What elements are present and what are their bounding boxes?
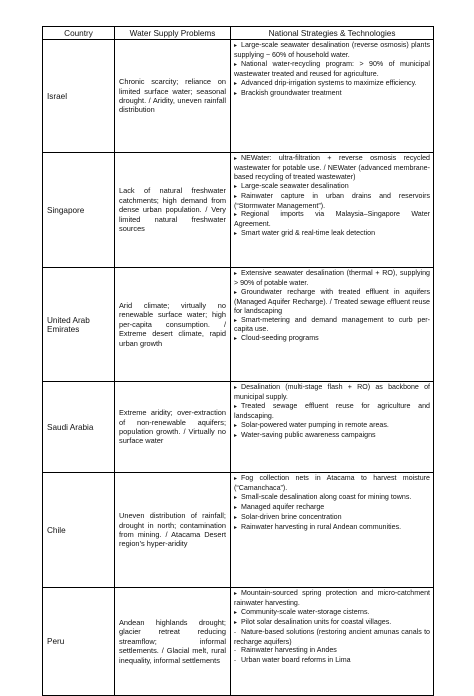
strategy-text: Small-scale desalination along coast for mining towns. — [241, 492, 412, 501]
bullet-icon: ▸ — [234, 476, 238, 482]
bullet-icon: ▸ — [234, 336, 238, 343]
strategy-text: Brackish groundwater treatment — [241, 88, 342, 97]
strategy-text: Rainwater capture in urban drains and reservoirs (“Stormwater Management”). — [234, 191, 430, 210]
strategies-cell — [231, 153, 434, 268]
country-cell: Saudi Arabia — [43, 382, 115, 473]
bullet-icon: ▸ — [234, 514, 238, 521]
strategy-text: Community-scale water-storage cisterns. — [241, 607, 370, 616]
strategy-item — [234, 431, 430, 441]
strategy-text: Cloud-seeding programs — [241, 334, 319, 343]
strategy-text: Large-scale seawater desalination (reverse osmosis) plants supplying ~ 60% of household water. — [234, 41, 430, 59]
bullet-icon: ▸ — [234, 183, 238, 190]
strategy-item — [234, 503, 430, 513]
problems-cell: Arid climate; virtually no renewable surface water; high per-capita consumption. / Extreme desert climate, rapid urban growth — [115, 268, 231, 382]
strategy-text: NEWater: ultra-filtration + reverse osmosis recycled wastewater for potable use. / NEWater (advanced membrane-based recycling of treated wastewater) — [234, 154, 430, 181]
country-cell: Israel — [43, 40, 115, 153]
strategy-item — [234, 41, 430, 60]
strategies-cell — [231, 268, 434, 382]
bullet-icon: ▸ — [234, 524, 238, 531]
bullet-icon: ▸ — [234, 317, 238, 324]
table-row — [43, 268, 434, 382]
bullet-icon: ▸ — [234, 61, 238, 68]
bullet-icon: ▸ — [234, 494, 238, 501]
bullet-icon: ▸ — [234, 422, 238, 429]
strategy-text: National water-recycling program: > 90% of municipal wastewater treated and reused for agriculture. — [234, 59, 430, 78]
bullet-icon: ▸ — [234, 231, 238, 238]
strategy-text: Advanced drip-irrigation systems to maximize efficiency. — [241, 78, 417, 87]
strategy-item — [234, 474, 430, 493]
bullet-icon: ▸ — [234, 432, 238, 439]
bullet-icon: ▸ — [234, 591, 238, 597]
strategies-cell — [231, 473, 434, 588]
strategies-cell — [231, 40, 434, 153]
strategy-item — [234, 316, 430, 335]
country-cell: United Arab Emirates — [43, 268, 115, 382]
strategy-text: Nature-based solutions (restoring ancient amunas canals to recharge aquifers) — [234, 627, 430, 646]
strategy-item — [234, 523, 430, 533]
strategy-item — [234, 589, 430, 608]
strategy-text: Water-saving public awareness campaigns — [241, 430, 376, 439]
strategy-item — [234, 493, 430, 503]
strategy-text: Urban water board reforms in Lima — [241, 656, 351, 665]
strategy-item — [234, 182, 430, 192]
strategy-item — [234, 608, 430, 618]
bullet-icon: ▸ — [234, 289, 238, 296]
problems-cell: Chronic scarcity; reliance on limited surface water; seasonal drought. / Aridity, uneven rainfall distribution — [115, 40, 231, 153]
strategy-item — [234, 192, 430, 211]
strategy-item — [234, 513, 430, 523]
strategy-text: Smart water grid & real-time leak detection — [241, 229, 376, 238]
problems-cell: Lack of natural freshwater catchments; high demand from dense urban population. / Very limited natural freshwater sources — [115, 153, 231, 268]
header-national-strategies: National Strategies & Technologies — [231, 27, 434, 40]
bullet-icon: ▸ — [234, 156, 238, 162]
strategy-text: Rainwater harvesting in Andes — [241, 646, 337, 655]
strategy-text: Managed aquifer recharge — [241, 502, 325, 511]
bullet-icon: - — [234, 658, 236, 665]
bullet-icon: - — [234, 648, 236, 655]
header-water-supply-problems: Water Supply Problems — [115, 27, 231, 40]
strategy-item — [234, 421, 430, 431]
country-cell: Chile — [43, 473, 115, 588]
strategy-item — [234, 79, 430, 89]
strategy-item — [234, 154, 430, 182]
strategy-item — [234, 269, 430, 288]
strategy-text: Desalination (multi-stage flash + RO) as backbone of municipal supply. — [234, 383, 430, 401]
strategy-text: Smart-metering and demand management to curb per-capita use. — [234, 315, 430, 334]
strategy-item — [234, 89, 430, 99]
strategy-item — [234, 656, 430, 666]
bullet-icon: ▸ — [234, 80, 238, 87]
strategy-item — [234, 334, 430, 344]
strategy-text: Large-scale seawater desalination — [241, 181, 349, 190]
water-strategies-table — [42, 26, 434, 696]
problems-cell: Uneven distribution of rainfall; drought in north; contamination from mining. / Atacama Desert region’s hyper-aridity — [115, 473, 231, 588]
strategies-cell — [231, 588, 434, 696]
table-row — [43, 382, 434, 473]
problems-cell: Extreme aridity; over-extraction of non-renewable aquifers; population growth. / Virtually no surface water — [115, 382, 231, 473]
bullet-icon: ▸ — [234, 619, 238, 626]
country-cell: Peru — [43, 588, 115, 696]
strategy-item — [234, 229, 430, 239]
strategy-item — [234, 383, 430, 402]
strategy-item — [234, 60, 430, 79]
strategy-item — [234, 646, 430, 656]
table-row — [43, 588, 434, 696]
table-row — [43, 153, 434, 268]
strategy-item — [234, 628, 430, 647]
bullet-icon: ▸ — [234, 90, 238, 97]
strategy-text: Regional imports via Malaysia–Singapore Water Agreement. — [234, 210, 430, 229]
strategy-text: Fog collection nets in Atacama to harvest moisture (“Camanchaca”). — [234, 474, 430, 492]
country-cell: Singapore — [43, 153, 115, 268]
strategy-item — [234, 288, 430, 316]
strategy-text: Solar-driven brine concentration — [241, 512, 342, 521]
bullet-icon: ▸ — [234, 193, 238, 200]
strategy-text: Groundwater recharge with treated effluent in aquifers (Managed Aquifer Recharge). / Treated sewage effluent reuse for landscaping — [234, 287, 430, 315]
table-row — [43, 473, 434, 588]
strategy-text: Solar-powered water pumping in remote areas. — [241, 420, 389, 429]
strategy-text: Pilot solar desalination units for coastal villages. — [241, 617, 392, 626]
bullet-icon: ▸ — [234, 609, 238, 616]
strategy-text: Treated sewage effluent reuse for agriculture and landscaping. — [234, 401, 430, 420]
bullet-icon: ▸ — [234, 504, 238, 511]
bullet-icon: ▸ — [234, 271, 238, 277]
bullet-icon: - — [234, 629, 236, 636]
bullet-icon: ▸ — [234, 212, 238, 219]
strategy-text: Rainwater harvesting in rural Andean communities. — [241, 522, 402, 531]
header-row — [43, 27, 434, 40]
table-row — [43, 40, 434, 153]
header-country: Country — [43, 27, 115, 40]
strategy-item — [234, 210, 430, 229]
bullet-icon: ▸ — [234, 403, 238, 410]
strategy-text: Mountain-sourced spring protection and micro-catchment rainwater harvesting. — [234, 589, 430, 607]
strategies-cell — [231, 382, 434, 473]
bullet-icon: ▸ — [234, 43, 238, 49]
strategy-text: Extensive seawater desalination (thermal + RO), supplying > 90% of potable water. — [234, 269, 430, 287]
strategy-item — [234, 402, 430, 421]
bullet-icon: ▸ — [234, 385, 238, 391]
problems-cell: Andean highlands drought; glacier retreat reducing streamflow; informal settlements. / Glacial melt, rural inequality, informal settlements — [115, 588, 231, 696]
strategy-item — [234, 618, 430, 628]
